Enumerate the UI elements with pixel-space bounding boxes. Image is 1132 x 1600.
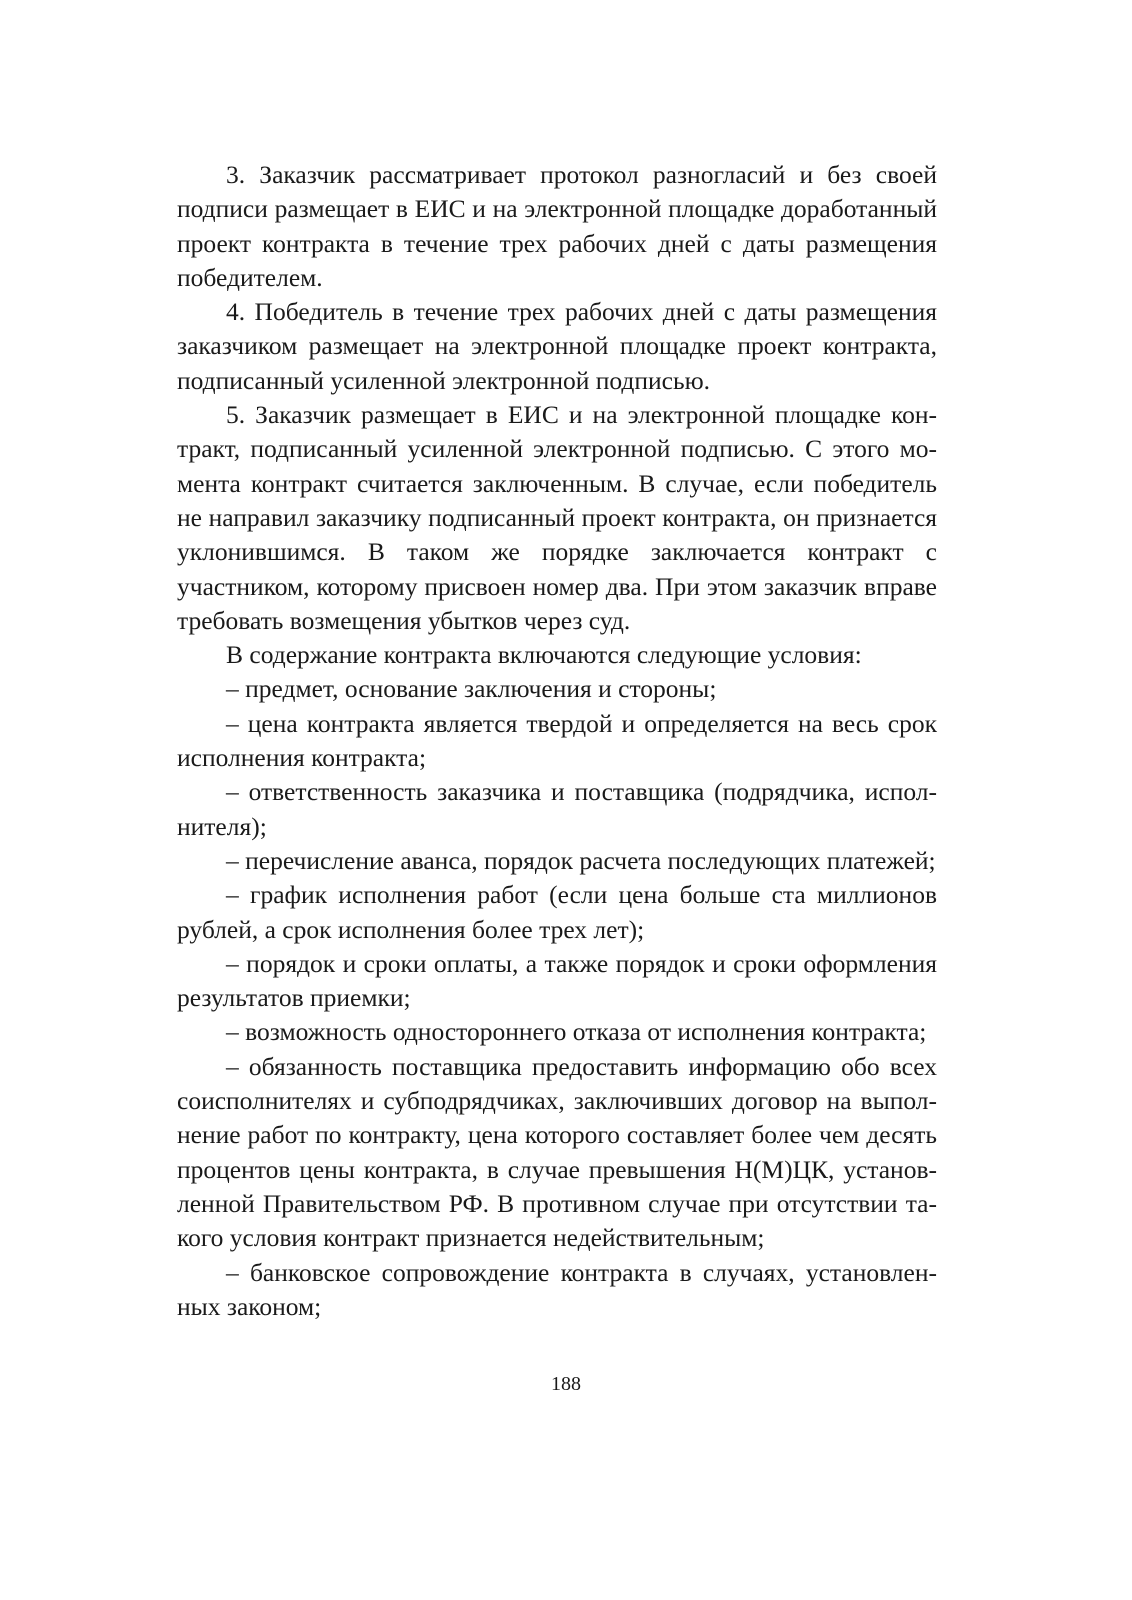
body-text bbox=[177, 158, 937, 1324]
condition-list-item: – перечисление аванса, порядок расчета последующих платежей; bbox=[226, 845, 936, 875]
condition-list-item: – возможность одностороннего отказа от исполнения контракта; bbox=[226, 1017, 927, 1047]
condition-list-item: – обязанность поставщика предоставить информацию обо всех соисполнителях и субподрядчиках, заключивших договор на выполнение работ по контракту, цена которого составляет более чем десять процентов цены контракта, в случае превышения Н(М)ЦК, установленной Правительством РФ. В противном случае при отсутствии такого условия контракт признается недействительным; bbox=[177, 1051, 937, 1253]
condition-list-item: – ответственность заказчика и поставщика (подрядчика, исполнителя); bbox=[177, 777, 937, 841]
paragraph-item-3: 3. Заказчик рассматривает протокол разногласий и без своей подписи размещает в ЕИС и на электронной площадке доработанный проект контракта в течение трех рабочих дней с даты размещения победителем. bbox=[177, 160, 937, 292]
condition-list-item: – график исполнения работ (если цена больше ста миллионов рублей, а срок исполнения более трех лет); bbox=[177, 880, 937, 944]
paragraph-item-5: 5. Заказчик размещает в ЕИС и на электронной площадке контракт, подписанный усиленной электронной подписью. С этого момента контракт считается заключенным. В случае, если победитель не направил заказчику подписанный проект контракта, он признается уклонившимся. В таком же порядке заключается контракт с участником, которому присвоен номер два. При этом заказчик вправе требовать возмещения убытков через суд. bbox=[177, 400, 937, 635]
condition-list-item: – порядок и сроки оплаты, а также порядок и сроки оформления результатов приемки; bbox=[177, 948, 937, 1013]
condition-list-item: – цена контракта является твердой и определяется на весь срок исполнения контракта; bbox=[177, 708, 937, 773]
paragraph-item-4: 4. Победитель в течение трех рабочих дней с даты размещения заказчиком размещает на электронной площадке проект контракта, подписанный усиленной электронной подписью. bbox=[177, 297, 937, 395]
contract-conditions-intro: В содержание контракта включаются следующие условия: bbox=[226, 640, 862, 670]
page-number: 188 bbox=[551, 1373, 581, 1395]
condition-list-item: – банковское сопровождение контракта в случаях, установленных законом; bbox=[177, 1257, 937, 1321]
condition-list-item: – предмет, основание заключения и стороны; bbox=[226, 674, 717, 704]
